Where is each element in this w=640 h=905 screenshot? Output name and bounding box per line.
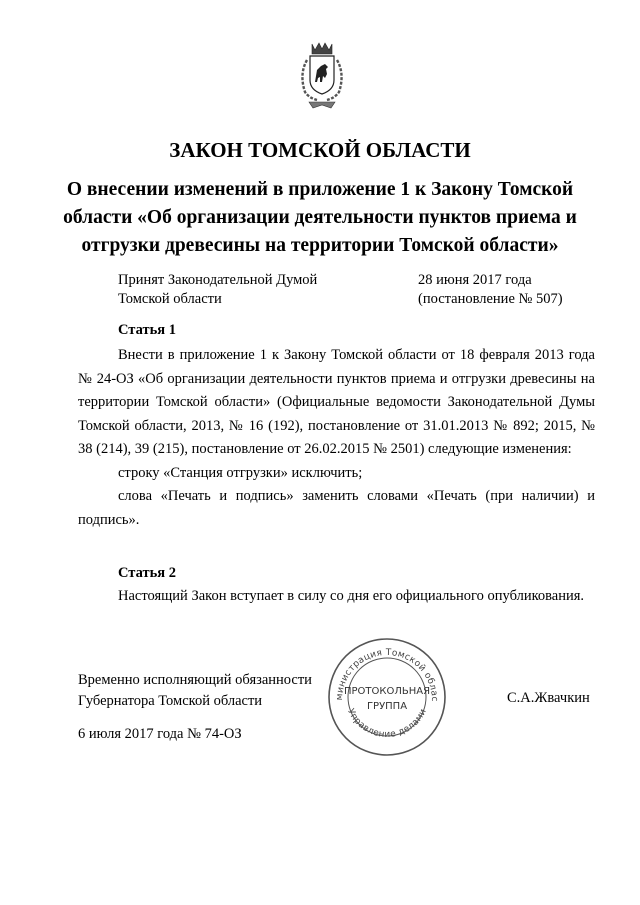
adoption-date: 28 июня 2017 года xyxy=(418,272,532,288)
svg-text:Управление делами: Управление делами xyxy=(345,707,429,740)
subtitle-line: области «Об организации деятельности пунктов приема и xyxy=(63,207,577,228)
article-heading: Статья 1 xyxy=(118,322,176,338)
subtitle-line: О внесении изменений в приложение 1 к Закону Томской xyxy=(66,179,574,200)
adoption-date-block xyxy=(418,271,563,309)
signer-position xyxy=(78,670,312,712)
coat-of-arms-icon xyxy=(295,40,349,112)
svg-text:Администрация Томской области: министрация Томской облас xyxy=(334,647,440,702)
signer-name: С.А.Жвачкин xyxy=(507,690,590,706)
article-paragraph: Внести в приложение 1 к Закону Томской области от 18 февраля 2013 года № 24-ОЗ «Об организации деятельности пунктов приема и отгрузки древесины на территории Томской области» (Официальные ведомости Законодательной Думы Томской области, 2013, № 16 (192), постановление от 31.01.2013 № 892; 2015, № 38 (214), 39 (215), постановление от 26.02.2015 № 2501) следующие изменения: xyxy=(78,347,595,457)
article-body xyxy=(78,585,595,609)
subtitle-line: отгрузки древесины на территории Томской области» xyxy=(81,235,559,256)
adoption-by-line: Томской области xyxy=(118,291,222,307)
article-paragraph: слова «Печать и подпись» заменить словами «Печать (при наличии) и подпись». xyxy=(78,488,595,528)
adoption-by-line: Принят Законодательной Думой xyxy=(118,272,318,288)
stamp-center-line: ГРУППА xyxy=(366,701,408,712)
article-paragraph: строку «Станция отгрузки» исключить; xyxy=(118,464,363,481)
law-number-date: 6 июля 2017 года № 74-ОЗ xyxy=(78,726,242,742)
adoption-body xyxy=(118,271,317,309)
article-body xyxy=(78,344,595,532)
signer-position-line: Губернатора Томской области xyxy=(78,693,263,709)
stamp-center-line: ПРОТОКОЛЬНАЯ xyxy=(343,686,431,697)
adoption-resolution: (постановление № 507) xyxy=(418,291,563,307)
signer-position-line: Временно исполняющий обязанности xyxy=(78,672,312,688)
article-paragraph: Настоящий Закон вступает в силу со дня его официального опубликования. xyxy=(118,588,585,604)
document-subtitle xyxy=(60,176,580,260)
article-heading: Статья 2 xyxy=(118,565,176,581)
official-stamp xyxy=(326,636,448,758)
document-title: ЗАКОН ТОМСКОЙ ОБЛАСТИ xyxy=(169,138,471,162)
